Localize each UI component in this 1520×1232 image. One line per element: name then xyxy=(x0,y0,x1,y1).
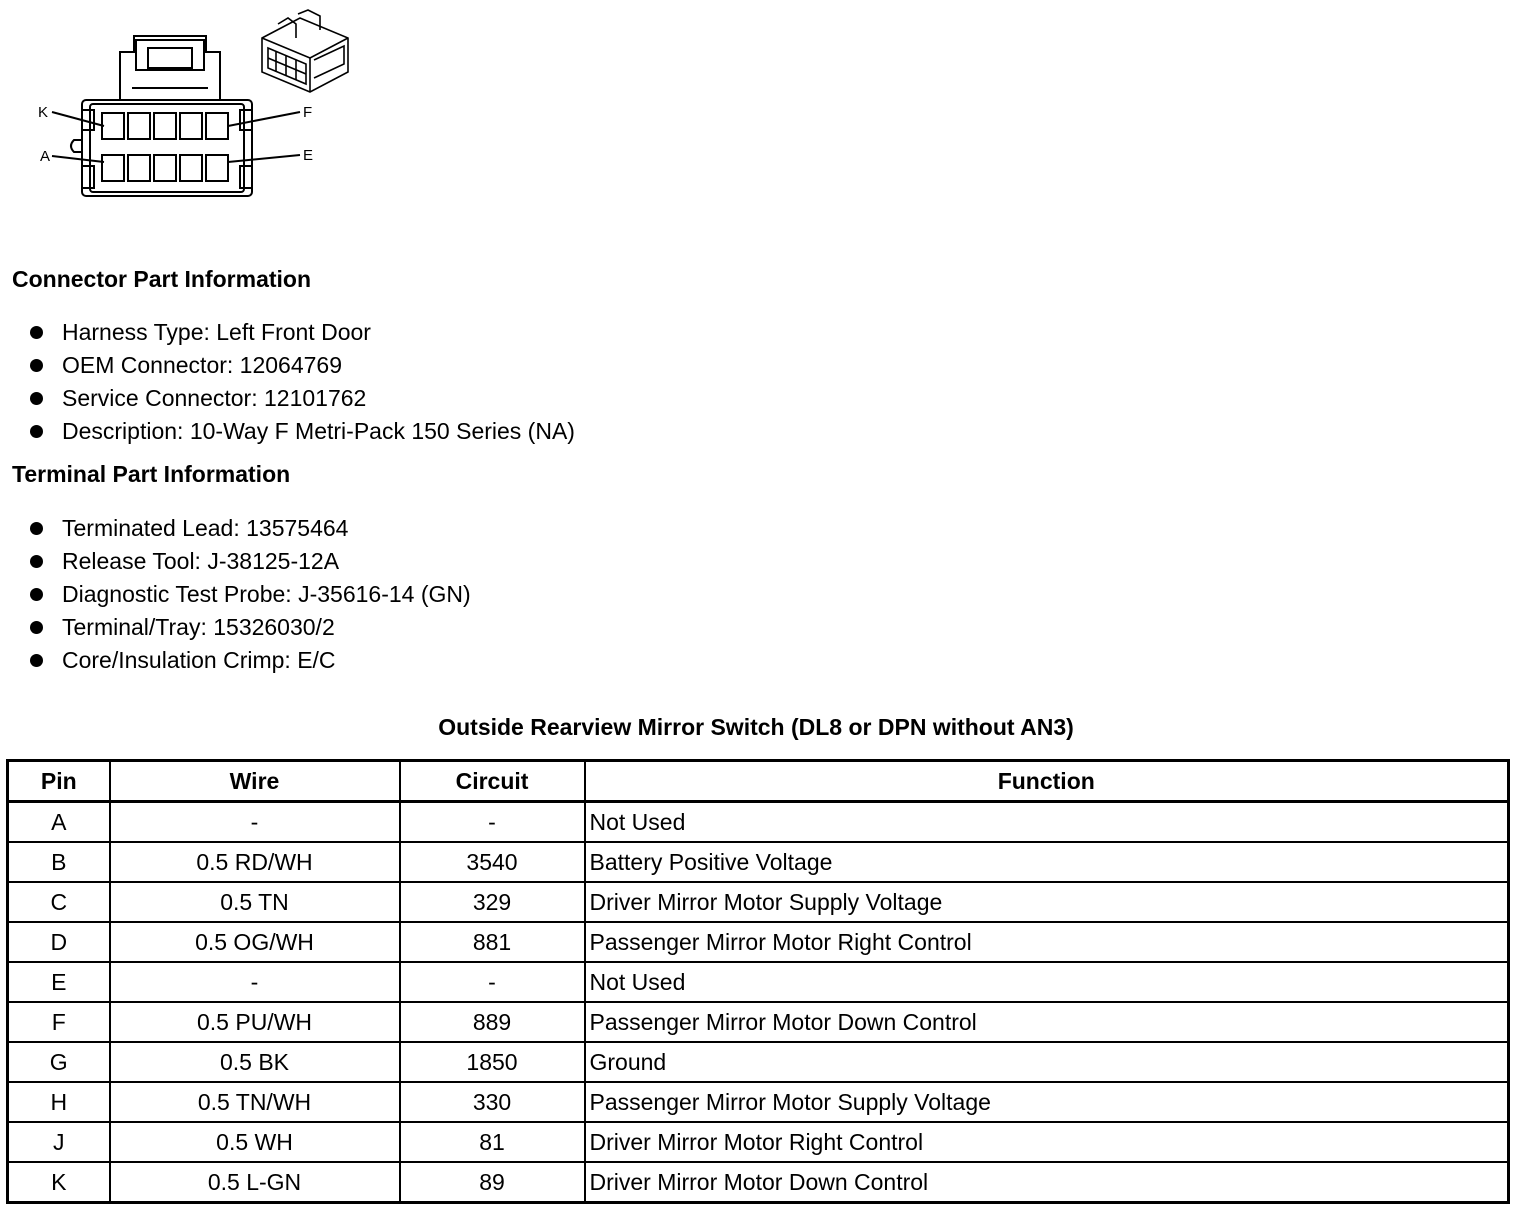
cell-pin: C xyxy=(8,882,110,922)
cell-wire: 0.5 BK xyxy=(110,1042,400,1082)
pin-label-f: F xyxy=(303,104,313,121)
cell-pin: G xyxy=(8,1042,110,1082)
bullet-icon xyxy=(30,621,43,634)
cell-pin: D xyxy=(8,922,110,962)
cell-circuit: 881 xyxy=(400,922,585,962)
table-header-row xyxy=(8,761,1509,802)
bullet-icon xyxy=(30,392,43,405)
cell-pin: J xyxy=(8,1122,110,1162)
bullet-icon xyxy=(30,359,43,372)
list-item: Core/Insulation Crimp: E/C xyxy=(30,644,471,677)
cell-circuit: 889 xyxy=(400,1002,585,1042)
pin-label-k: K xyxy=(38,104,49,121)
list-item: Diagnostic Test Probe: J-35616-14 (GN) xyxy=(30,578,471,611)
list-item: Terminal/Tray: 15326030/2 xyxy=(30,611,471,644)
cell-wire: - xyxy=(110,802,400,843)
list-item: Release Tool: J-38125-12A xyxy=(30,545,471,578)
connector-face-diagram xyxy=(0,0,400,230)
list-item: OEM Connector: 12064769 xyxy=(30,349,575,382)
bullet-icon xyxy=(30,588,43,601)
column-header-pin: Pin xyxy=(8,761,110,802)
cell-circuit: 3540 xyxy=(400,842,585,882)
cell-wire: 0.5 WH xyxy=(110,1122,400,1162)
cell-circuit: 329 xyxy=(400,882,585,922)
cell-function: Passenger Mirror Motor Right Control xyxy=(585,922,1509,962)
pin-label-e: E xyxy=(303,147,314,164)
cell-circuit: 89 xyxy=(400,1162,585,1203)
cell-wire: 0.5 PU/WH xyxy=(110,1002,400,1042)
table-row xyxy=(8,1162,1509,1203)
list-item: Service Connector: 12101762 xyxy=(30,382,575,415)
table-row xyxy=(8,1042,1509,1082)
cell-circuit: 81 xyxy=(400,1122,585,1162)
connector-info-list xyxy=(30,316,575,448)
table-row xyxy=(8,842,1509,882)
cell-pin: B xyxy=(8,842,110,882)
cell-wire: 0.5 TN xyxy=(110,882,400,922)
table-row xyxy=(8,962,1509,1002)
bullet-icon xyxy=(30,522,43,535)
connector-isometric-sketch xyxy=(262,10,348,92)
column-header-function: Function xyxy=(585,761,1509,802)
list-item: Harness Type: Left Front Door xyxy=(30,316,575,349)
bullet-icon xyxy=(30,555,43,568)
cell-function: Passenger Mirror Motor Down Control xyxy=(585,1002,1509,1042)
cell-circuit: 330 xyxy=(400,1082,585,1122)
pin-label-a: A xyxy=(40,148,51,165)
cell-wire: 0.5 RD/WH xyxy=(110,842,400,882)
cell-pin: H xyxy=(8,1082,110,1122)
cell-function: Battery Positive Voltage xyxy=(585,842,1509,882)
cell-pin: A xyxy=(8,802,110,843)
cell-function: Not Used xyxy=(585,802,1509,843)
cell-function: Driver Mirror Motor Supply Voltage xyxy=(585,882,1509,922)
cell-function: Passenger Mirror Motor Supply Voltage xyxy=(585,1082,1509,1122)
cell-pin: K xyxy=(8,1162,110,1203)
cell-function: Not Used xyxy=(585,962,1509,1002)
connector-info-heading: Connector Part Information xyxy=(12,266,312,292)
bullet-icon xyxy=(30,425,43,438)
table-row xyxy=(8,882,1509,922)
terminal-info-list xyxy=(30,512,471,677)
cell-wire: 0.5 L-GN xyxy=(110,1162,400,1203)
table-row xyxy=(8,802,1509,843)
table-row xyxy=(8,1082,1509,1122)
cell-function: Driver Mirror Motor Right Control xyxy=(585,1122,1509,1162)
bullet-icon xyxy=(30,654,43,667)
table-title: Outside Rearview Mirror Switch (DL8 or DPN without AN3) xyxy=(438,714,1074,740)
cell-function: Ground xyxy=(585,1042,1509,1082)
cell-circuit: 1850 xyxy=(400,1042,585,1082)
cell-function: Driver Mirror Motor Down Control xyxy=(585,1162,1509,1203)
table-row xyxy=(8,922,1509,962)
column-header-wire: Wire xyxy=(110,761,400,802)
column-header-circuit: Circuit xyxy=(400,761,585,802)
terminal-info-heading: Terminal Part Information xyxy=(12,461,291,487)
list-item: Description: 10-Way F Metri-Pack 150 Series (NA) xyxy=(30,415,575,448)
bullet-icon xyxy=(30,326,43,339)
cell-circuit: - xyxy=(400,962,585,1002)
cell-wire: 0.5 OG/WH xyxy=(110,922,400,962)
list-item: Terminated Lead: 13575464 xyxy=(30,512,471,545)
table-row xyxy=(8,1002,1509,1042)
cell-circuit: - xyxy=(400,802,585,843)
pin-table xyxy=(6,759,1510,1204)
cell-pin: E xyxy=(8,962,110,1002)
cell-wire: - xyxy=(110,962,400,1002)
cell-wire: 0.5 TN/WH xyxy=(110,1082,400,1122)
cell-pin: F xyxy=(8,1002,110,1042)
table-row xyxy=(8,1122,1509,1162)
